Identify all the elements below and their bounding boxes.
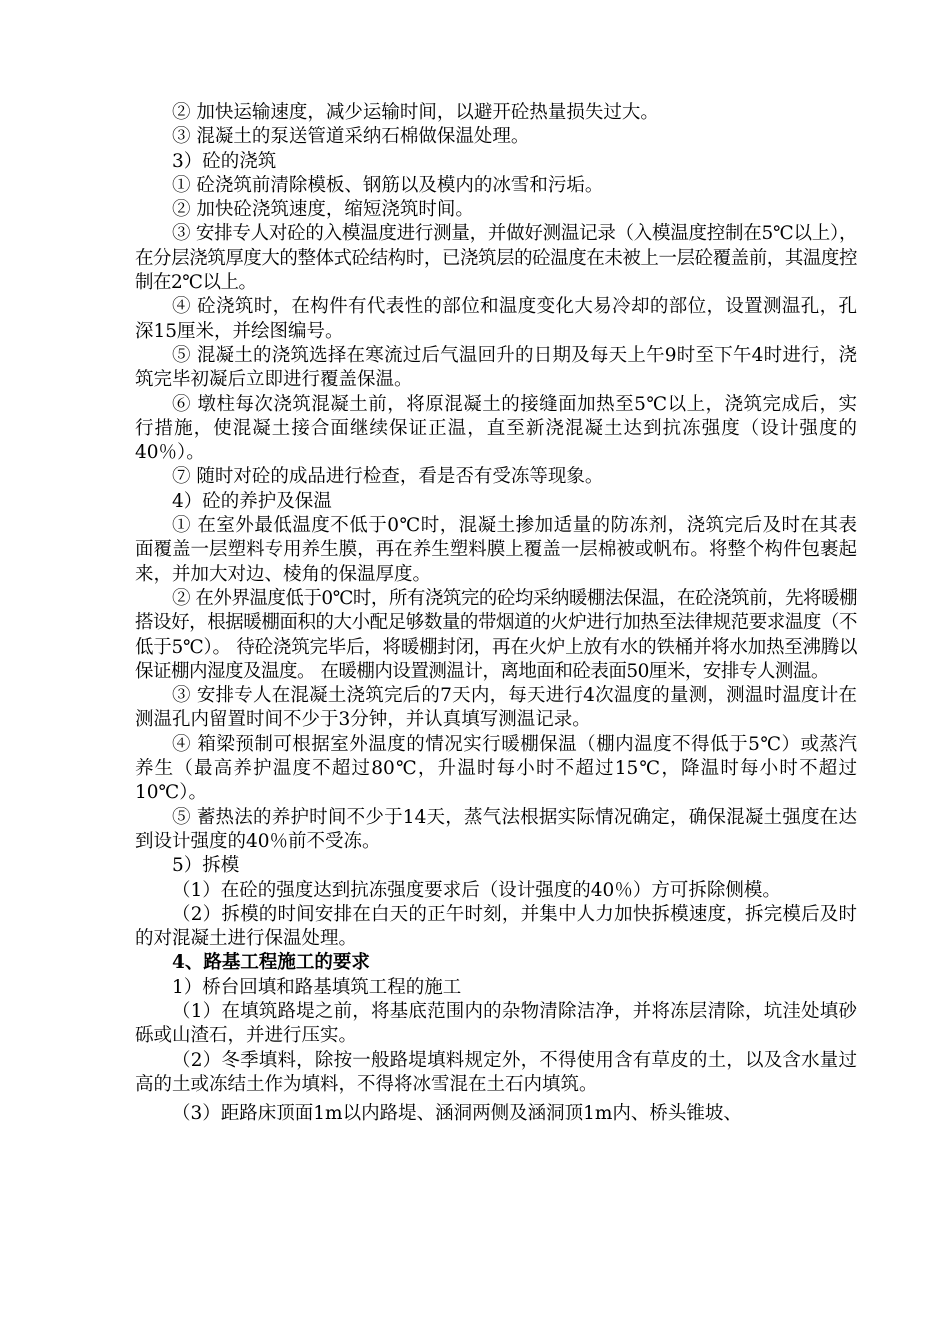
paragraph: ② 在外界温度低于0℃时，所有浇筑完的砼均采纳暖棚法保温，在砼浇筑前，先将暖棚搭设好，根据暖棚面积的大小配足够数量的带烟道的火炉进行加热至法律规范要求温度（不低于5℃）。 待砼浇筑完毕后，将暖棚封闭，再在火炉上放有水的铁桶并将水加热至沸腾以保证棚内湿度及温度。 在暖棚内设置测温计，离地面和砼表面50厘米，安排专人测温。 <box>135 587 857 682</box>
paragraph: ⑥ 墩柱每次浇筑混凝土前，将原混凝土的接缝面加热至5℃以上，浇筑完成后，实行措施，使混凝土接合面继续保证正温，直至新浇混凝土达到抗冻强度（设计强度的40％）。 <box>135 393 857 464</box>
paragraph: ④ 箱梁预制可根据室外温度的情况实行暖棚保温（棚内温度不得低于5℃）或蒸汽养生（最高养护温度不超过80℃，升温时每小时不超过15℃，降温时每小时不超过10℃）。 <box>135 733 857 804</box>
paragraph: （1）在填筑路堤之前，将基底范围内的杂物清除洁净，并将冻层清除，坑洼处填砂砾或山渣石，并进行压实。 <box>135 1000 857 1047</box>
paragraph: ① 砼浇筑前清除模板、钢筋以及模内的冰雪和污垢。 <box>172 174 604 196</box>
paragraph: ③ 安排专人对砼的入模温度进行测量，并做好测温记录（入模温度控制在5℃以上），在分层浇筑厚度大的整体式砼结构时，已浇筑层的砼温度在未被上一层砼覆盖前，其温度控制在2℃以上。 <box>135 223 857 294</box>
paragraph: （2）冬季填料，除按一般路堤填料规定外，不得使用含有草皮的土，以及含水量过高的土或冻结土作为填料，不得将冰雪混在土石内填筑。 <box>135 1049 857 1095</box>
paragraph: 3）砼的浇筑 <box>172 150 277 172</box>
paragraph: ⑦ 随时对砼的成品进行检查，看是否有受冻等现象。 <box>172 466 604 488</box>
paragraph: （2）拆模的时间安排在白天的正午时刻，并集中人力加快拆模速度，拆完模后及时的对混凝土进行保温处理。 <box>135 903 857 950</box>
paragraph: ③ 安排专人在混凝土浇筑完后的7天内，每天进行4次温度的量测，测温时温度计在测温孔内留置时间不少于3分钟，并认真填写测温记录。 <box>135 685 857 731</box>
paragraph: ④ 砼浇筑时，在构件有代表性的部位和温度变化大易冷却的部位，设置测温孔，孔深15厘米，并绘图编号。 <box>135 296 857 342</box>
paragraph: ③ 混凝土的泵送管道采纳石棉做保温处理。 <box>172 126 530 148</box>
paragraph: （1）在砼的强度达到抗冻强度要求后（设计强度的40％）方可拆除侧模。 <box>172 879 781 901</box>
paragraph: 1）桥台回填和路基填筑工程的施工 <box>172 976 462 998</box>
paragraph: ② 加快运输速度，减少运输时间，以避开砼热量损失过大。 <box>172 102 659 123</box>
body-text <box>135 101 857 1126</box>
paragraph: 4）砼的养护及保温 <box>172 490 332 512</box>
paragraph: ⑤ 蓄热法的养护时间不少于14天，蒸气法根据实际情况确定，确保混凝土强度在达到设计强度的40％前不受冻。 <box>135 806 857 852</box>
paragraph: 5）拆模 <box>172 855 240 877</box>
paragraph: ② 加快砼浇筑速度，缩短浇筑时间。 <box>172 199 474 221</box>
paragraph: （3）距路床顶面1m以内路堤、涵洞两侧及涵洞顶1m内、桥头锥坡、 <box>172 1103 742 1125</box>
paragraph: ① 在室外最低温度不低于0℃时，混凝土掺加适量的防冻剂，浇筑完后及时在其表面覆盖一层塑料专用养生膜，再在养生塑料膜上覆盖一层棉被或帆布。将整个构件包裹起来，并加大对边、棱角的保温厚度。 <box>135 515 857 585</box>
paragraph: ⑤ 混凝土的浇筑选择在寒流过后气温回升的日期及每天上午9时至下午4时进行，浇筑完毕初凝后立即进行覆盖保温。 <box>135 344 857 391</box>
section-heading: 4、路基工程施工的要求 <box>172 952 370 974</box>
